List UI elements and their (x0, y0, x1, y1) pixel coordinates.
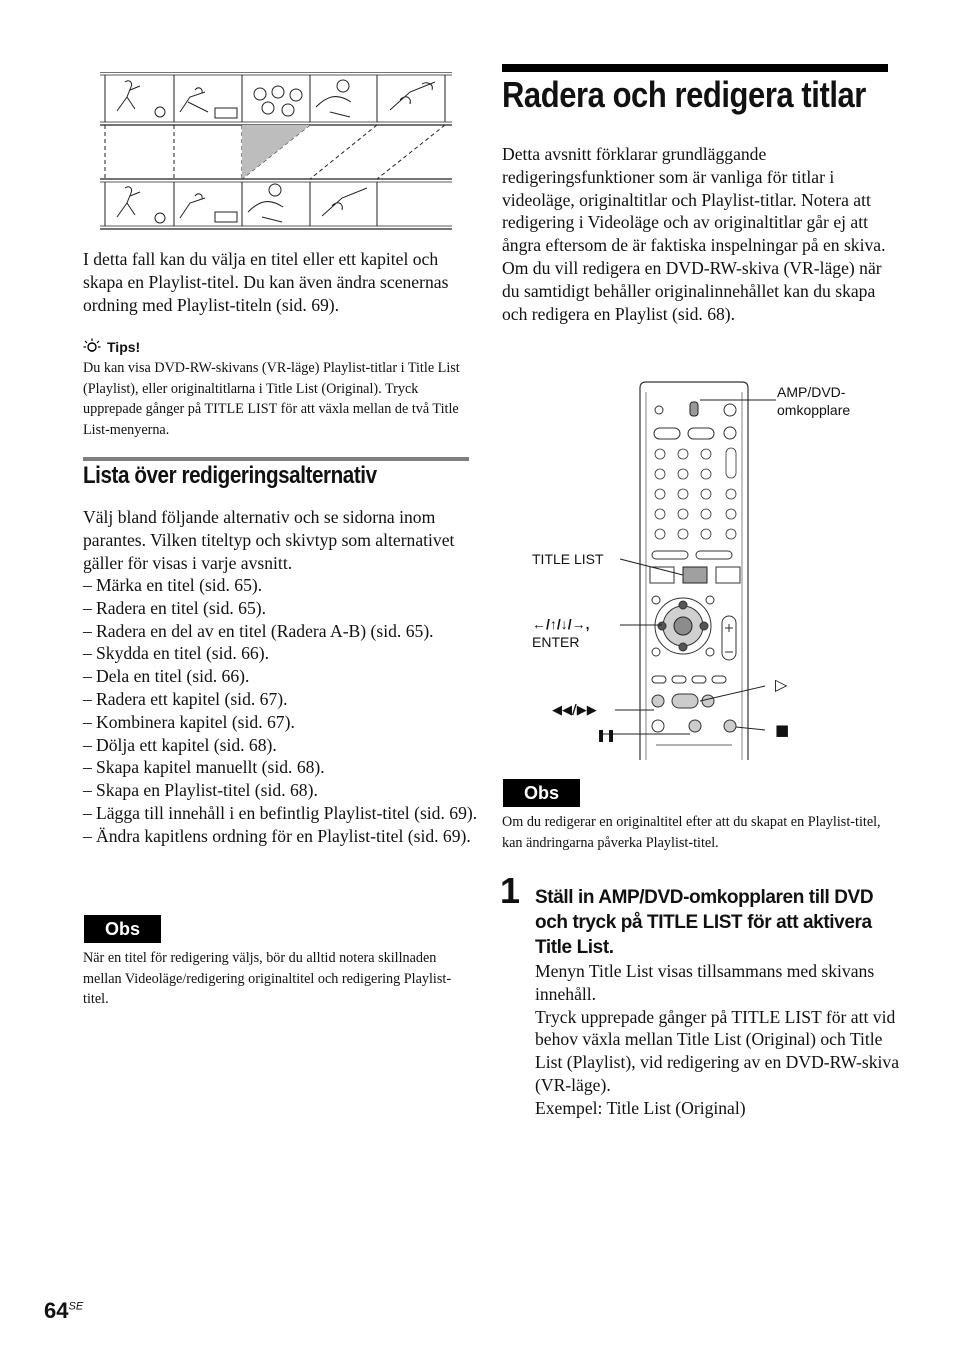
list-item: – Dela en titel (sid. 66). (83, 666, 250, 687)
list-item: – Ändra kapitlens ordning för en Playlist-titel (sid. 69). (83, 825, 471, 846)
removed-scene-shade (242, 125, 310, 179)
title-list-button (683, 567, 707, 583)
lightbulb-icon (83, 338, 101, 356)
step-number: 1 (500, 870, 521, 911)
label-amp-dvd: AMP/DVD- (777, 384, 846, 400)
main-intro-paragraph: Detta avsnitt förklarar grundläggande redigeringsfunktioner som är vanliga för titlar i videoläge, originaltitlar och Playlist-titlar. Notera att redigering i Videoläge och av originaltitlar går ej att ångra eftersom de är faktiska inspelningar på en skiva. Om du vill redigera en DVD-RW-skiva (VR-läge) när du samtidigt behåller originalinnehållet kan du skapa och redigera en Playlist (sid. 68). (502, 144, 886, 324)
remote-body (640, 382, 748, 760)
step-paragraph: Exempel: Title List (Original) (535, 1097, 746, 1118)
list-item: – Dölja ett kapitel (sid. 68). (83, 734, 277, 755)
tips-label: Tips! (107, 339, 141, 355)
step-paragraph: Tryck upprepade gånger på TITLE LIST för att vid behov växla mellan Title List (Original) och Title List (Playlist), vid redigering av en DVD-RW-skiva (VR-läge). (535, 1006, 900, 1095)
intro-paragraph: I detta fall kan du välja en titel eller ett kapitel och skapa en Playlist-titel. Du kan även ändra scenernas ordning med Playlist-titeln (sid. 69). (83, 249, 449, 315)
step-paragraph: Menyn Title List visas tillsammans med skivans innehåll. (535, 961, 875, 1004)
label-pause: ❚❚ (596, 728, 617, 742)
step-heading: Ställ in AMP/DVD-omkopplaren till DVD och tryck på TITLE LIST för att aktivera Title List. (535, 887, 874, 958)
page-title: Radera och redigera titlar (502, 74, 866, 115)
label-title-list: TITLE LIST (532, 551, 604, 567)
page-number: $64^{SE}$ (44, 1298, 84, 1323)
tips-box (83, 338, 473, 440)
pause-button (689, 720, 701, 732)
section-intro: Välj bland följande alternativ och se sidorna inom parantes. Vilken titeltyp och skivtyp som alternativet gäller för visas i varje avsnitt. (83, 507, 455, 573)
section-heading: Lista över redigeringsalternativ (83, 462, 377, 489)
tips-text: Du kan visa DVD-RW-skivans (VR-läge) Playlist-titlar i Title List (Playlist), eller originaltitlarna i Title List (Original). Tryck upprepade gånger på TITLE LIST för att växla mellan de två Title List-menyerna. (83, 360, 460, 438)
play-button (672, 694, 698, 708)
list-item: – Skapa en Playlist-titel (sid. 68). (83, 780, 318, 801)
amp-dvd-switch (690, 402, 698, 416)
list-item: – Kombinera kapitel (sid. 67). (83, 711, 295, 732)
list-item: – Lägga till innehåll i en befintlig Playlist-titel (sid. 69). (83, 802, 478, 823)
remote-control-illustration (530, 380, 870, 760)
note-badge: Obs (503, 779, 580, 807)
film-strip-original (100, 72, 452, 125)
film-strip-playlist (100, 179, 452, 229)
step-body (535, 960, 900, 1120)
list-item: – Radera ett kapitel (sid. 67). (83, 688, 288, 709)
stop-button (724, 720, 736, 732)
label-arrows: ←/↑/↓/→, (532, 616, 590, 632)
label-omkopplare: omkopplare (777, 402, 851, 418)
note-badge: Obs (84, 915, 161, 943)
section-divider (83, 457, 469, 461)
editing-options-list (83, 574, 483, 848)
note-text: Om du redigerar en originaltitel efter att du skapat en Playlist-titel, kan ändringarna påverka Playlist-titel. (502, 814, 881, 851)
label-play: ▷ (775, 675, 788, 694)
list-item: – Skapa kapitel manuellt (sid. 68). (83, 757, 325, 778)
enter-button (674, 617, 692, 635)
list-item: – Radera en titel (sid. 65). (83, 597, 267, 618)
film-strip-diagram (100, 72, 454, 232)
title-rule (502, 64, 888, 72)
label-enter: ENTER (532, 634, 580, 650)
list-item: – Radera en del av en titel (Radera A-B) (sid. 65). (83, 620, 434, 641)
list-item: – Skydda en titel (sid. 66). (83, 643, 269, 664)
note-text: När en titel för redigering väljs, bör du alltid notera skillnaden mellan Videoläge/redigering originaltitel och redigering Playlist-titel. (83, 950, 452, 1007)
list-item: – Märka en titel (sid. 65). (83, 575, 263, 595)
label-stop: ■ (775, 721, 790, 739)
label-rew-ff: ◀◀/▶▶ (552, 703, 597, 718)
